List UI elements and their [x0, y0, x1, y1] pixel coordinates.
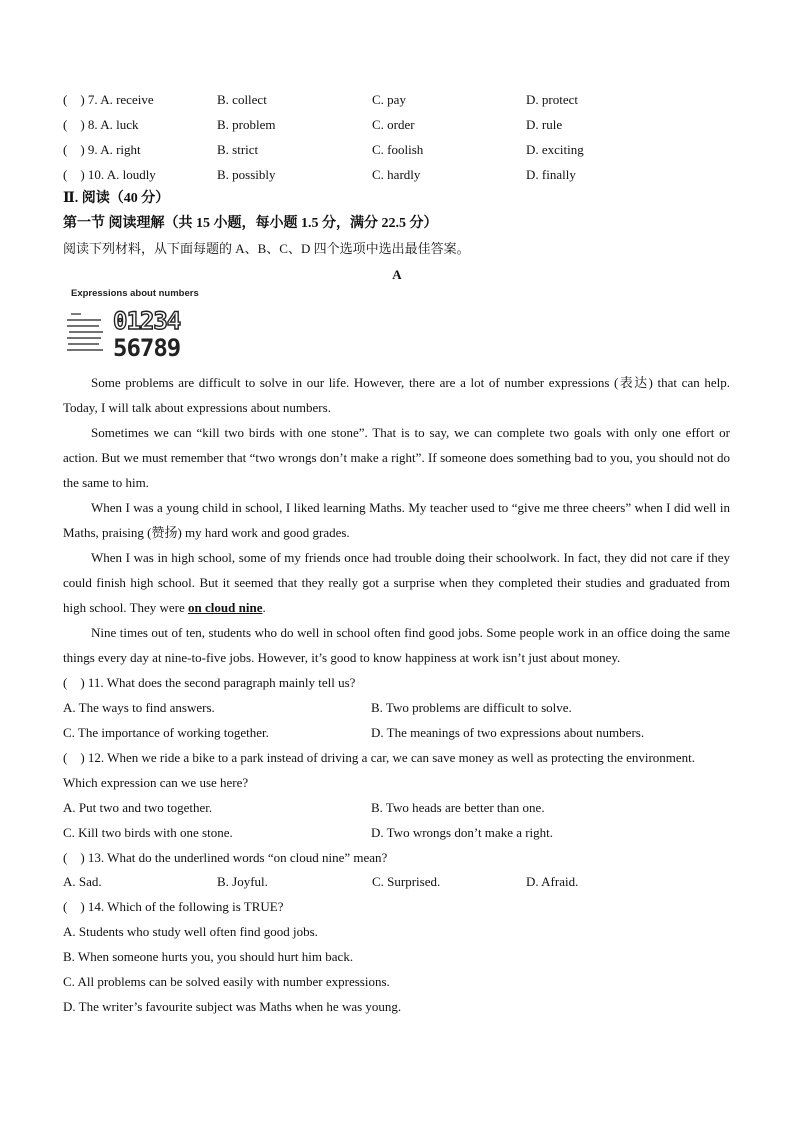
option-a: A. Sad.	[63, 874, 102, 889]
question-number: ( ) 8. A. luck	[63, 117, 139, 132]
option-c: C. order	[372, 117, 415, 132]
digits-bottom: 56789	[113, 334, 181, 362]
cloze-question-10	[63, 167, 733, 183]
option-d: D. protect	[526, 92, 578, 107]
option-c: C. Surprised.	[372, 874, 441, 889]
cloze-question-8	[63, 117, 733, 133]
option-c: C. pay	[372, 92, 406, 107]
option-b: B. possibly	[217, 167, 276, 182]
option-c: C. The importance of working together.	[63, 725, 269, 740]
question-14-option-b: B. When someone hurts you, you should hurt him back.	[63, 949, 354, 964]
option-b: B. collect	[217, 92, 267, 107]
option-b: B. Two problems are difficult to solve.	[371, 700, 572, 715]
passage-paragraph-2: Sometimes we can “kill two birds with one stone”. That is to say, we can complete two goals with only one effort or action. But we must remember that “two wrongs don’t make a right”. If someone does something bad to you, you should not do the same to him.	[63, 425, 730, 490]
question-14-option-a: A. Students who study well often find good jobs.	[63, 924, 318, 939]
question-12-stem: ( ) 12. When we ride a bike to a park instead of driving a car, we can save money as well as protecting the environment.	[63, 750, 696, 765]
question-14-option-d: D. The writer’s favourite subject was Maths when he was young.	[63, 999, 402, 1014]
question-13-options	[63, 874, 733, 890]
passage-paragraph-5: Nine times out of ten, students who do well in school often find good jobs. Some people work in an office doing the same things every day at nine-to-five jobs. However, it’s good to know happiness at work isn’t just about money.	[63, 625, 730, 665]
question-14-option-c: C. All problems can be solved easily with number expressions.	[63, 974, 390, 989]
underlined-phrase: on cloud nine	[188, 600, 263, 615]
paragraph-4-end: .	[262, 600, 266, 615]
section-title: Ⅱ. 阅读（40 分）	[63, 191, 170, 206]
scribble-text-decoration	[65, 310, 105, 358]
option-d: D. Two wrongs don’t make a right.	[371, 825, 554, 840]
option-d: D. finally	[526, 167, 576, 182]
option-d: D. The meanings of two expressions about numbers.	[371, 725, 645, 740]
option-d: D. Afraid.	[526, 874, 579, 889]
option-a: A. Put two and two together.	[63, 800, 213, 815]
instruction: 阅读下列材料，从下面每题的 A、B、C、D 四个选项中选出最佳答案。	[63, 241, 470, 256]
question-number: ( ) 10. A. loudly	[63, 167, 156, 182]
option-d: D. rule	[526, 117, 563, 132]
passage-paragraph-4	[63, 545, 730, 620]
option-c: C. Kill two birds with one stone.	[63, 825, 233, 840]
option-d: D. exciting	[526, 142, 584, 157]
option-a: A. The ways to find answers.	[63, 700, 215, 715]
section-subtitle: 第一节 阅读理解（共 15 小题，每小题 1.5 分，满分 22.5 分）	[63, 216, 438, 231]
question-11-stem: ( ) 11. What does the second paragraph mainly tell us?	[63, 675, 356, 690]
question-12-stem-cont: Which expression can we use here?	[63, 775, 249, 790]
option-c: C. hardly	[372, 167, 421, 182]
question-11-options-row2	[63, 725, 733, 741]
passage-paragraph-1: Some problems are difficult to solve in our life. However, there are a lot of number expressions (表达) that can help. Today, I will talk about expressions about numbers.	[63, 375, 730, 415]
cloze-question-7	[63, 92, 733, 108]
question-13-stem: ( ) 13. What do the underlined words “on cloud nine” mean?	[63, 850, 388, 865]
option-b: B. problem	[217, 117, 276, 132]
option-b: B. Joyful.	[217, 874, 268, 889]
question-number: ( ) 7. A. receive	[63, 92, 154, 107]
question-11-options-row1	[63, 700, 733, 716]
number-expressions-image	[63, 288, 203, 364]
question-14-stem: ( ) 14. Which of the following is TRUE?	[63, 899, 284, 914]
question-number: ( ) 9. A. right	[63, 142, 141, 157]
question-12-options-row2	[63, 825, 733, 841]
cloze-question-9	[63, 142, 733, 158]
image-title: Expressions about numbers	[71, 288, 199, 299]
passage-label: A	[392, 267, 402, 282]
paragraph-4-text: When I was in high school, some of my friends once had trouble doing their schoolwork. In fact, they did not care if they could finish high school. But it seemed that they really got a surprise when they completed their studies and graduated from high school. They were	[63, 550, 730, 615]
passage	[63, 370, 730, 670]
question-12-options-row1	[63, 800, 733, 816]
option-b: B. Two heads are better than one.	[371, 800, 545, 815]
option-c: C. foolish	[372, 142, 424, 157]
passage-paragraph-3: When I was a young child in school, I liked learning Maths. My teacher used to “give me three cheers” when I did well in Maths, praising (赞扬) my hard work and good grades.	[63, 500, 730, 540]
digits-top: 01234	[113, 307, 181, 335]
option-b: B. strict	[217, 142, 259, 157]
